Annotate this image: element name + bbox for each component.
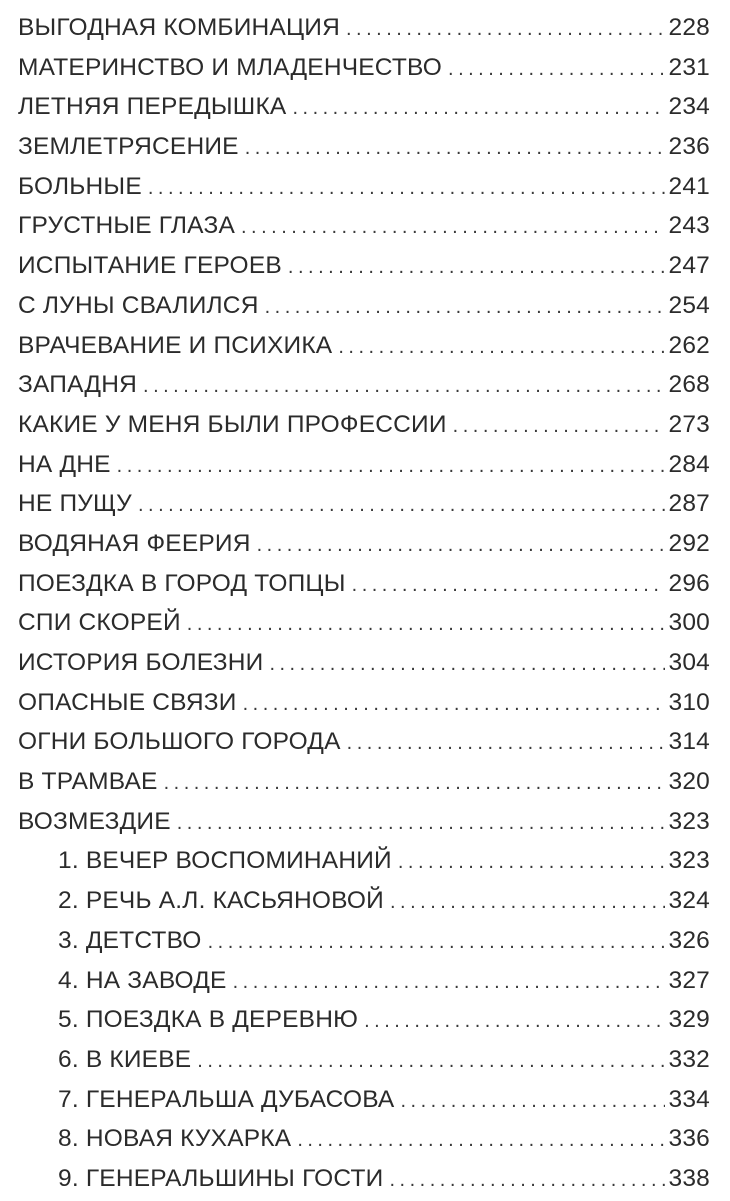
toc-entry-page: 314	[668, 728, 710, 756]
toc-entry-title: С ЛУНЫ СВАЛИЛСЯ	[18, 291, 259, 319]
toc-entry-title: ВОДЯНАЯ ФЕЕРИЯ	[18, 529, 251, 557]
toc-entry	[18, 762, 710, 802]
toc-subentry-title: 9. ГЕНЕРАЛЬШИНЫ ГОСТИ	[58, 1164, 384, 1192]
toc-subentry	[18, 1119, 710, 1159]
toc-entry-title: ГРУСТНЫЕ ГЛАЗА	[18, 212, 235, 240]
toc-entry-page: 320	[668, 768, 710, 796]
dot-leader	[448, 50, 665, 90]
toc-entry-title: ЗЕМЛЕТРЯСЕНИЕ	[18, 133, 239, 161]
toc-subentry	[18, 1000, 710, 1040]
toc-entry-page: 296	[668, 569, 710, 597]
dot-leader	[245, 129, 665, 169]
dot-leader	[364, 1002, 664, 1042]
toc-subentry-page: 324	[668, 887, 710, 915]
toc-subentry-page: 338	[668, 1164, 710, 1192]
toc-subentry-page: 323	[668, 847, 710, 875]
toc-entry	[18, 365, 710, 405]
toc-subentry	[18, 1159, 710, 1199]
toc-subentry-title: 2. РЕЧЬ А.Л. КАСЬЯНОВОЙ	[58, 887, 384, 915]
toc-subentry-title: 8. НОВАЯ КУХАРКА	[58, 1125, 292, 1153]
toc-subentry-page: 336	[668, 1125, 710, 1153]
toc-subentry	[18, 841, 710, 881]
toc-subentry	[18, 921, 710, 961]
toc-subentry-page: 329	[668, 1006, 710, 1034]
toc-entry	[18, 722, 710, 762]
dot-leader	[347, 724, 665, 764]
toc-entry	[18, 484, 710, 524]
toc-entry	[18, 48, 710, 88]
dot-leader	[288, 248, 665, 288]
dot-leader	[208, 923, 665, 963]
toc-entry	[18, 87, 710, 127]
toc-entry	[18, 286, 710, 326]
dot-leader	[297, 1121, 664, 1161]
dot-leader	[233, 963, 665, 1003]
toc-entry-page: 236	[668, 133, 710, 161]
toc-subentry	[18, 1080, 710, 1120]
toc-entry	[18, 802, 710, 842]
toc-subentry-title: 7. ГЕНЕРАЛЬША ДУБАСОВА	[58, 1085, 395, 1113]
toc-entry-title: МАТЕРИНСТВО И МЛАДЕНЧЕСТВО	[18, 53, 443, 81]
toc-subentry-page: 334	[668, 1085, 710, 1113]
toc-entry	[18, 603, 710, 643]
toc-entry-page: 284	[668, 450, 710, 478]
dot-leader	[138, 486, 665, 526]
toc-entry-title: В ТРАМВАЕ	[18, 768, 158, 796]
dot-leader	[164, 764, 665, 804]
toc-entry-title: ЛЕТНЯЯ ПЕРЕДЫШКА	[18, 93, 287, 121]
toc-entry	[18, 127, 710, 167]
toc-entry-page: 234	[668, 93, 710, 121]
toc-entry	[18, 167, 710, 207]
toc-entry-title: ВЫГОДНАЯ КОМБИНАЦИЯ	[18, 14, 340, 41]
toc-entry	[18, 326, 710, 366]
dot-leader	[265, 288, 665, 328]
dot-leader	[338, 328, 664, 368]
toc-entry	[18, 564, 710, 604]
toc-entry	[18, 8, 710, 48]
toc-entry-title: КАКИЕ У МЕНЯ БЫЛИ ПРОФЕССИИ	[18, 410, 447, 438]
toc-entry-title: ВРАЧЕВАНИЕ И ПСИХИКА	[18, 331, 333, 359]
toc-entry	[18, 405, 710, 445]
dot-leader	[346, 10, 665, 50]
dot-leader	[143, 367, 665, 407]
dot-leader	[453, 407, 665, 447]
toc-subentry-page: 326	[668, 926, 710, 954]
toc-entry-title: НЕ ПУЩУ	[18, 490, 132, 518]
dot-leader	[352, 566, 665, 606]
toc-subentry-title: 6. В КИЕВЕ	[58, 1045, 192, 1073]
toc-entry-page: 292	[668, 529, 710, 557]
toc-entry-page: 287	[668, 490, 710, 518]
dot-leader	[292, 89, 664, 129]
toc-entry-page: 273	[668, 410, 710, 438]
toc-subentry-page: 327	[668, 966, 710, 994]
toc-entry-page: 262	[668, 331, 710, 359]
toc-entry-page: 254	[668, 291, 710, 319]
dot-leader	[390, 883, 665, 923]
dot-leader	[148, 169, 665, 209]
toc-subentry-title: 3. ДЕТСТВО	[58, 926, 202, 954]
toc-entry-page: 241	[668, 172, 710, 200]
toc-entry-page: 243	[668, 212, 710, 240]
dot-leader	[389, 1161, 664, 1201]
toc-entry-page: 231	[668, 53, 710, 81]
toc-entry-title: НА ДНЕ	[18, 450, 111, 478]
dot-leader	[197, 1042, 664, 1082]
toc-entry-title: ПОЕЗДКА В ГОРОД ТОПЦЫ	[18, 569, 346, 597]
toc-entry	[18, 524, 710, 564]
dot-leader	[400, 1082, 664, 1122]
toc-entry-page: 247	[668, 252, 710, 280]
toc-entry-title: СПИ СКОРЕЙ	[18, 609, 181, 637]
toc-entry	[18, 683, 710, 723]
toc-entry-page: 228	[668, 14, 710, 41]
toc-entry-page: 304	[668, 649, 710, 676]
toc-subentry-title: 5. ПОЕЗДКА В ДЕРЕВНЮ	[58, 1006, 359, 1034]
toc-subentry-page: 332	[668, 1045, 710, 1073]
dot-leader	[187, 605, 665, 645]
toc-entry	[18, 246, 710, 286]
toc-entry	[18, 643, 710, 683]
toc-entry-title: ИСТОРИЯ БОЛЕЗНИ	[18, 649, 264, 676]
toc-entry-title: ВОЗМЕЗДИЕ	[18, 807, 171, 835]
toc-entry-title: ЗАПАДНЯ	[18, 371, 138, 399]
toc-entry-title: ОПАСНЫЕ СВЯЗИ	[18, 688, 237, 716]
toc-entry-page: 300	[668, 609, 710, 637]
toc-entry-title: ИСПЫТАНИЕ ГЕРОЕВ	[18, 252, 282, 280]
dot-leader	[241, 208, 665, 248]
dot-leader	[257, 526, 665, 566]
toc-subentry	[18, 961, 710, 1001]
toc-subentry-title: 4. НА ЗАВОДЕ	[58, 966, 227, 994]
toc-subentry	[18, 1040, 710, 1080]
dot-leader	[398, 843, 665, 883]
toc-entry-page: 268	[668, 371, 710, 399]
toc-entry	[18, 206, 710, 246]
dot-leader	[117, 447, 665, 487]
dot-leader	[177, 804, 665, 844]
toc-entry-page: 310	[668, 688, 710, 716]
toc-entry	[18, 445, 710, 485]
toc-subentry-title: 1. ВЕЧЕР ВОСПОМИНАНИЙ	[58, 847, 392, 875]
toc-subentry	[18, 881, 710, 921]
dot-leader	[269, 645, 664, 685]
table-of-contents	[18, 8, 710, 1199]
dot-leader	[243, 685, 665, 725]
toc-entry-page: 323	[668, 807, 710, 835]
toc-entry-title: БОЛЬНЫЕ	[18, 172, 142, 200]
toc-entry-title: ОГНИ БОЛЬШОГО ГОРОДА	[18, 728, 341, 756]
